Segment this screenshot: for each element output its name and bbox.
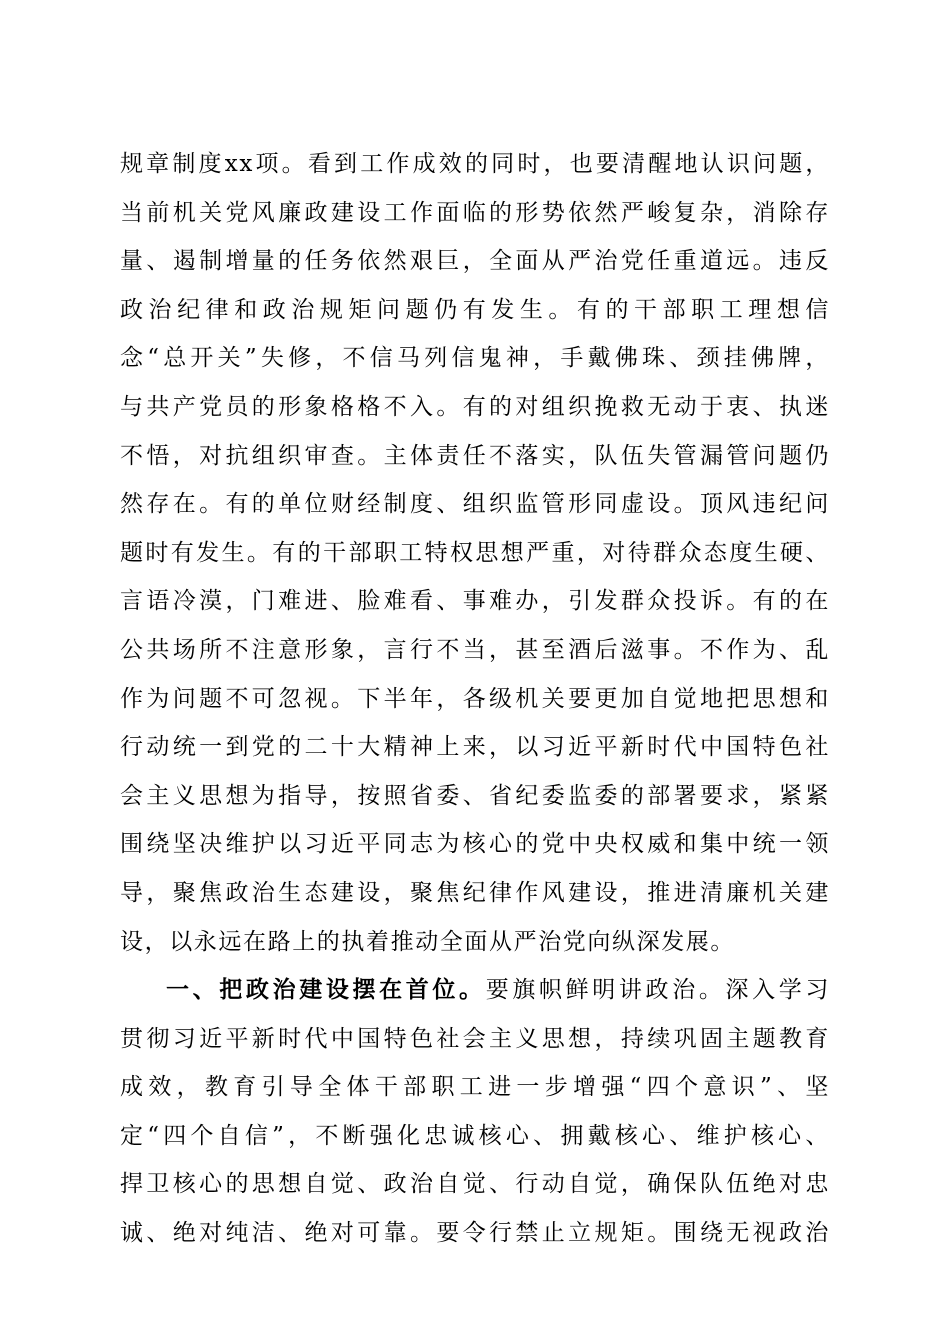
body-line: 言语冷漠，门难进、脸难看、事难办，引发群众投诉。有的在 <box>120 588 830 615</box>
document-body <box>120 140 830 1258</box>
section-line: 贯彻习近平新时代中国特色社会主义思想，持续巩固主题教育 <box>120 1025 830 1052</box>
body-line: 围绕坚决维护以习近平同志为核心的党中央权威和集中统一领 <box>120 831 830 858</box>
body-line: 与共产党员的形象格格不入。有的对组织挽救无动于衷、执迷 <box>120 393 830 420</box>
body-line: 公共场所不注意形象，言行不当，甚至酒后滋事。不作为、乱 <box>120 636 830 663</box>
body-line: 然存在。有的单位财经制度、组织监管形同虚设。顶风违纪问 <box>120 491 830 518</box>
body-line: 作为问题不可忽视。下半年，各级机关要更加自觉地把思想和 <box>120 685 830 712</box>
section-line: 诚、绝对纯洁、绝对可靠。要令行禁止立规矩。围绕无视政治 <box>120 1220 830 1247</box>
body-line: 题时有发生。有的干部职工特权思想严重，对待群众态度生硬、 <box>120 539 830 566</box>
section-heading: 一、把政治建设摆在首位。 <box>166 976 486 1004</box>
body-line: 导，聚焦政治生态建设，聚焦纪律作风建设，推进清廉机关建 <box>120 879 830 906</box>
body-line: 设，以永远在路上的执着推动全面从严治党向纵深发展。 <box>120 928 735 955</box>
body-line: 念“总开关”失修，不信马列信鬼神，手戴佛珠、颈挂佛牌， <box>120 345 830 372</box>
body-line: 不悟，对抗组织审查。主体责任不落实，队伍失管漏管问题仍 <box>120 442 830 469</box>
section-line: 成效，教育引导全体干部职工进一步增强“四个意识”、坚 <box>120 1074 830 1101</box>
body-line: 会主义思想为指导，按照省委、省纪委监委的部署要求，紧紧 <box>120 782 830 809</box>
section-line: 捍卫核心的思想自觉、政治自觉、行动自觉，确保队伍绝对忠 <box>120 1171 830 1198</box>
section-first-line-text: 要旗帜鲜明讲政治。深入学习 <box>485 977 830 1004</box>
body-line: 政治纪律和政治规矩问题仍有发生。有的干部职工理想信 <box>120 296 830 323</box>
body-line: 当前机关党风廉政建设工作面临的形势依然严峻复杂，消除存 <box>120 199 830 226</box>
section-first-line <box>120 966 830 1015</box>
body-line: 行动统一到党的二十大精神上来，以习近平新时代中国特色社 <box>120 734 830 761</box>
body-line: 规章制度xx项。看到工作成效的同时，也要清醒地认识问题， <box>120 151 830 177</box>
section-line: 定“四个自信”，不断强化忠诚核心、拥戴核心、维护核心、 <box>120 1122 830 1149</box>
body-line: 量、遏制增量的任务依然艰巨，全面从严治党任重道远。违反 <box>120 248 830 275</box>
